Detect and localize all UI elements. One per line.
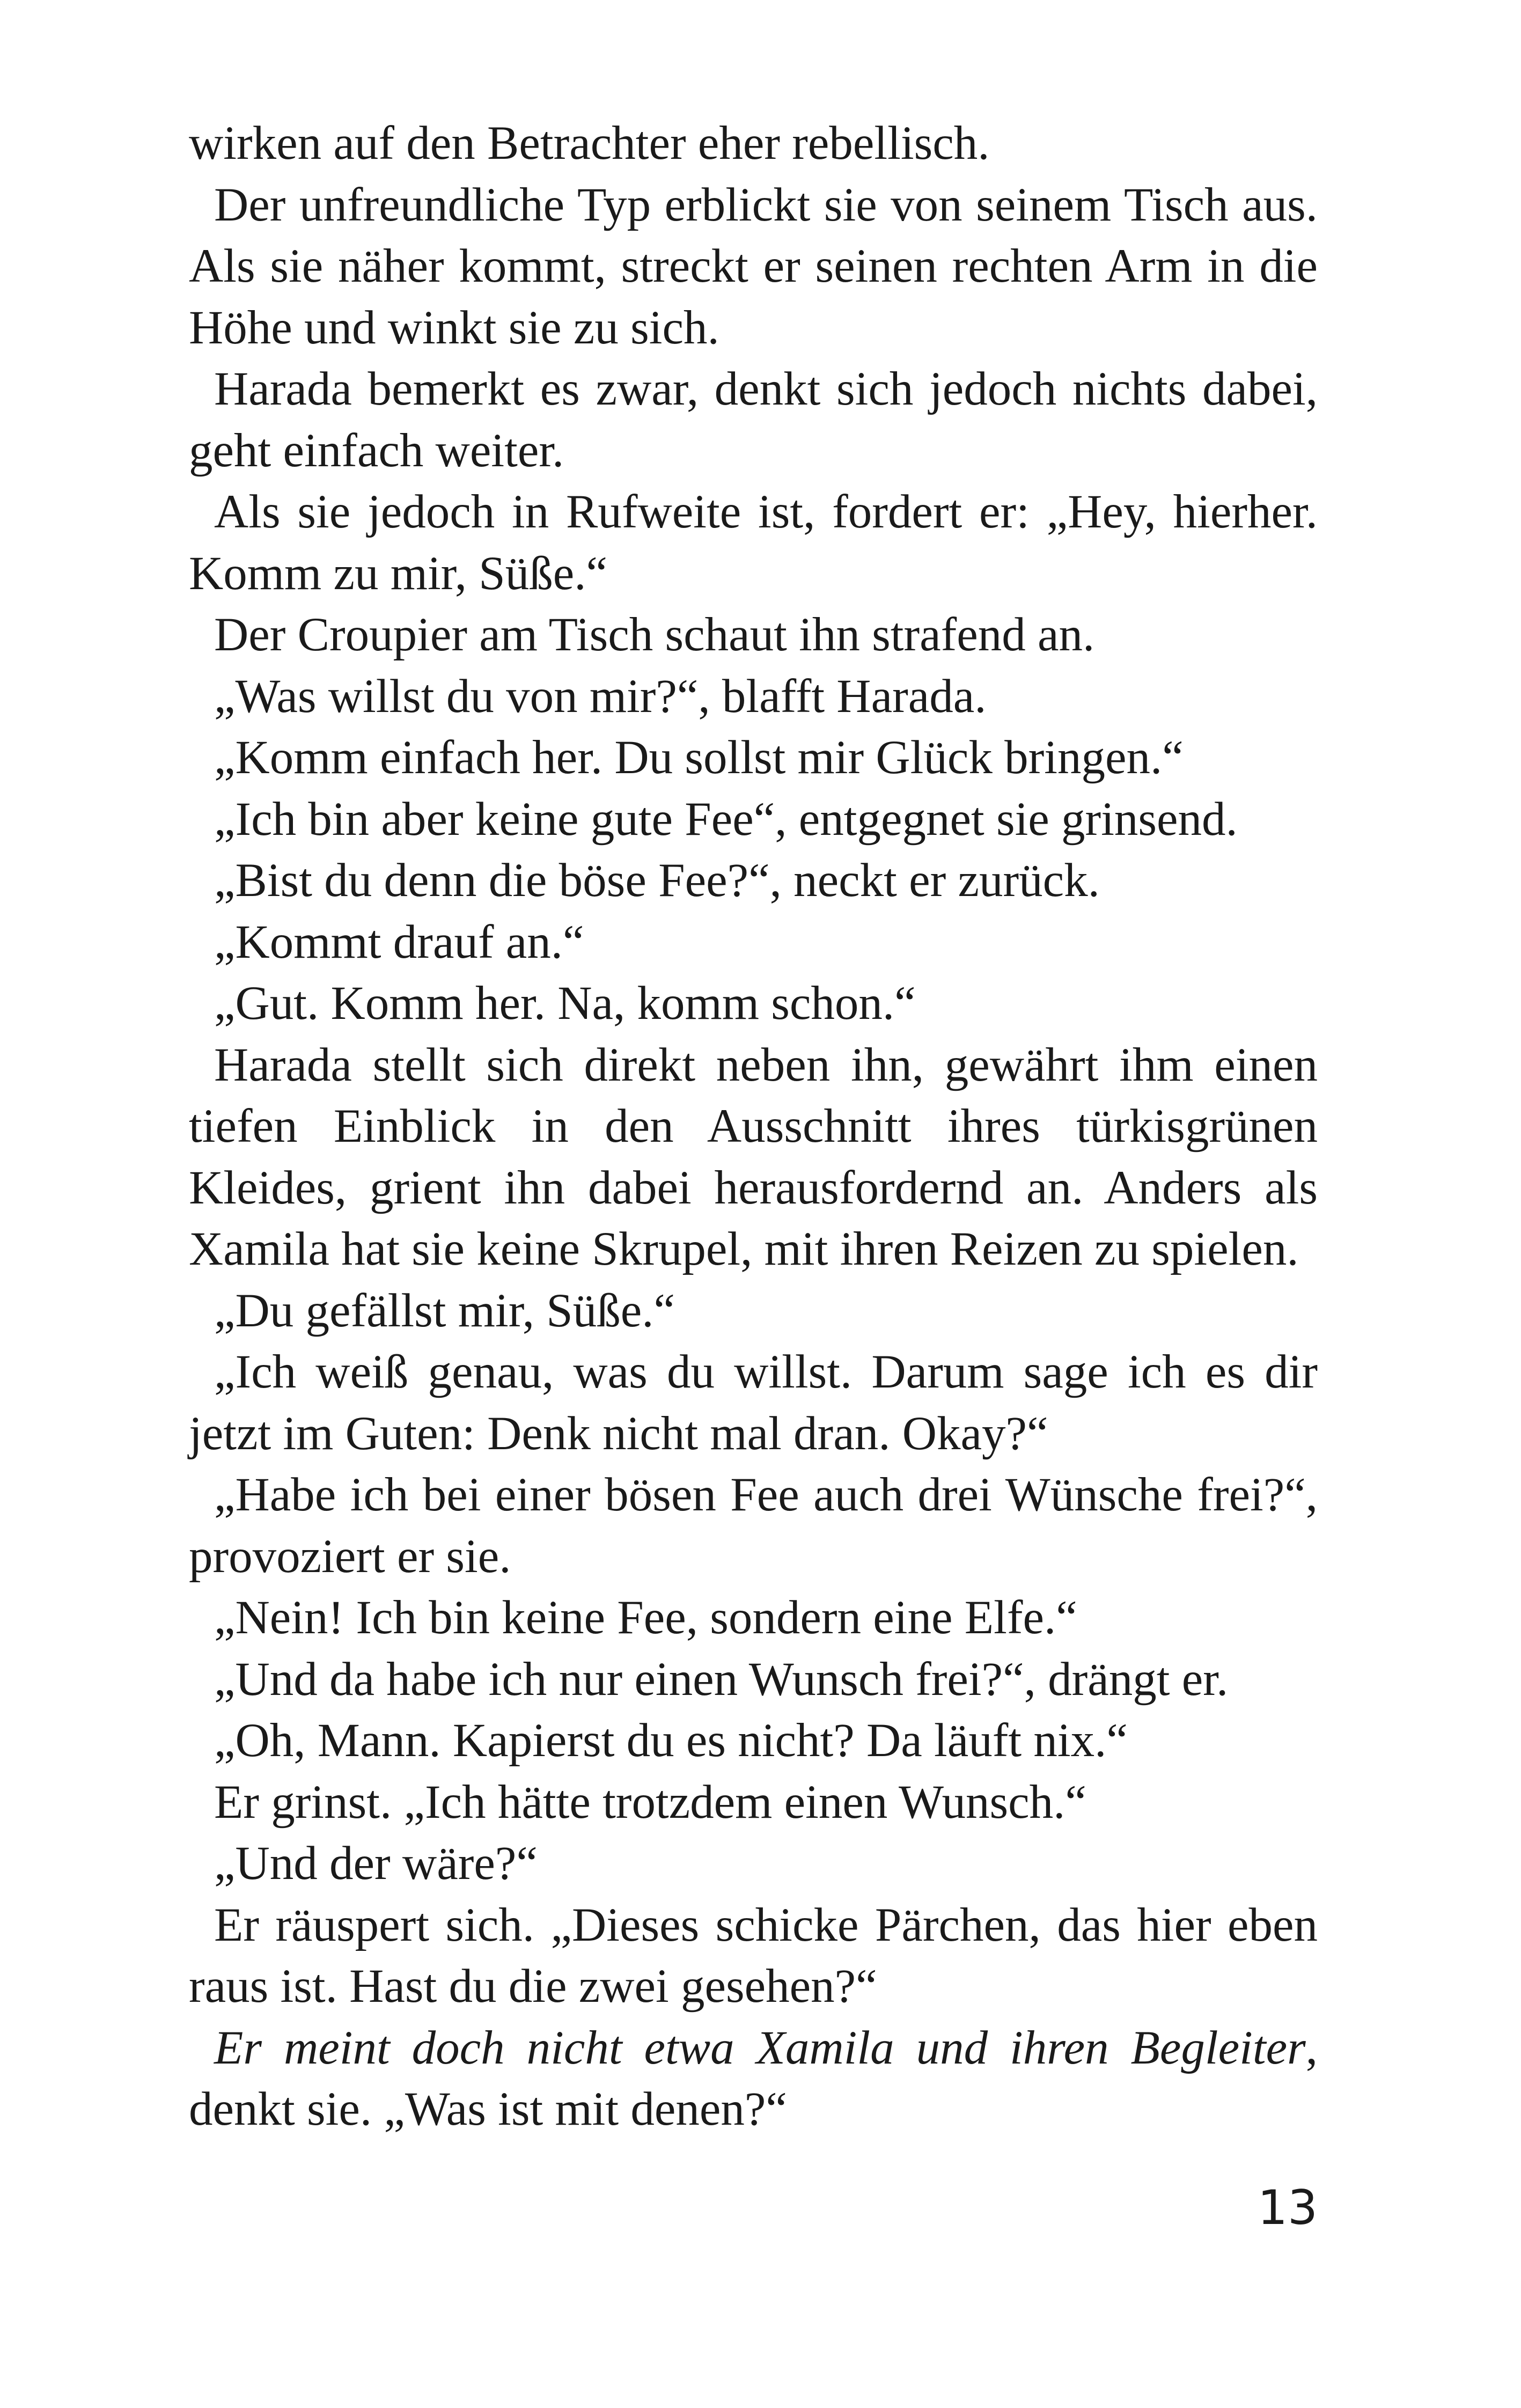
paragraph: „Was willst du von mir?“, blafft Harada.	[214, 670, 987, 723]
paragraph: Der unfreundliche Typ erblickt sie von seinem Tisch aus. Als sie näher kommt, streckt er seinen rechten Arm in die Höhe und winkt sie zu sich.	[189, 178, 1318, 354]
paragraph: „Kommt drauf an.“	[214, 915, 584, 968]
paragraph: Er räuspert sich. „Dieses schicke Pärchen, das hier eben raus ist. Hast du die zwei gesehen?“	[189, 1898, 1318, 2013]
paragraph: „Ich weiß genau, was du willst. Darum sage ich es dir jetzt im Guten: Denk nicht mal dran. Okay?“	[189, 1346, 1318, 1460]
paragraph: „Habe ich bei einer bösen Fee auch drei Wünsche frei?“, provoziert er sie.	[189, 1469, 1318, 1583]
paragraph: „Komm einfach her. Du sollst mir Glück bringen.“	[214, 731, 1184, 784]
paragraph: „Bist du denn die böse Fee?“, neckt er zurück.	[214, 854, 1100, 907]
paragraph: „Und der wäre?“	[214, 1837, 538, 1890]
paragraph: „Oh, Mann. Kapierst du es nicht? Da läuft nix.“	[214, 1714, 1128, 1767]
paragraph: „Gut. Komm her. Na, komm schon.“	[214, 977, 916, 1030]
paragraph: Harada bemerkt es zwar, denkt sich jedoch nichts dabei, geht einfach weiter.	[189, 363, 1318, 477]
page-body	[189, 113, 1318, 2140]
paragraph: „Nein! Ich bin keine Fee, sondern eine Elfe.“	[214, 1591, 1077, 1644]
paragraph: „Du gefällst mir, Süße.“	[214, 1284, 675, 1337]
italic-thought: Er meint doch nicht etwa Xamila und ihren Begleiter	[214, 2021, 1306, 2074]
page-number: 13	[1258, 2180, 1318, 2235]
paragraph-last	[189, 2017, 1318, 2140]
paragraph-last-rest: , denkt sie. „Was ist mit denen?“	[189, 2021, 1318, 2135]
paragraph: Harada stellt sich direkt neben ihn, gewährt ihm einen tiefen Einblick in den Ausschnitt ihres türkisgrünen Kleides, grient ihn dabei herausfordernd an. Anders als Xamila hat sie keine Skrupel, mit ihren Reizen zu spielen.	[189, 1038, 1318, 1275]
paragraph: wirken auf den Betrachter eher rebellisch.	[189, 117, 990, 170]
paragraph: „Und da habe ich nur einen Wunsch frei?“, drängt er.	[214, 1653, 1229, 1706]
paragraph: Er grinst. „Ich hätte trotzdem einen Wunsch.“	[214, 1775, 1086, 1829]
paragraph: Der Croupier am Tisch schaut ihn strafend an.	[214, 608, 1095, 661]
paragraph: Als sie jedoch in Rufweite ist, fordert er: „Hey, hierher. Komm zu mir, Süße.“	[189, 486, 1318, 600]
paragraph: „Ich bin aber keine gute Fee“, entgegnet sie grinsend.	[214, 792, 1238, 846]
